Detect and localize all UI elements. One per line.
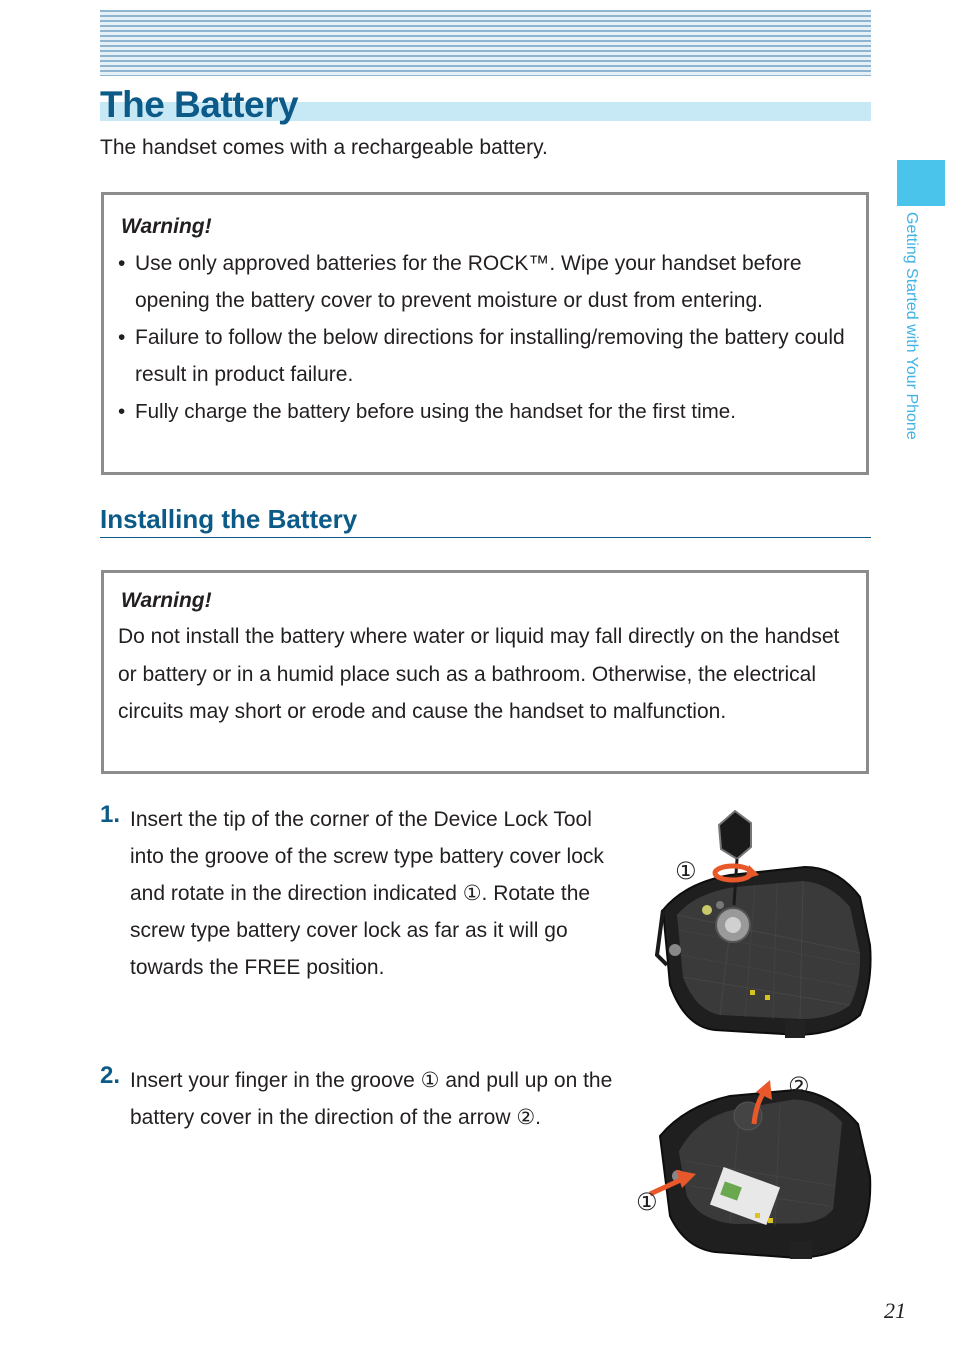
- step-1: [100, 801, 625, 1031]
- step-number: 2.: [100, 1062, 121, 1089]
- section-title: Installing the Battery: [100, 500, 871, 538]
- figure-callout: ①: [675, 857, 697, 885]
- step-2: [100, 1062, 635, 1182]
- warning-bullet: • Failure to follow the below directions for installing/removing the battery could result in product failure.: [118, 319, 852, 393]
- step-text: Insert the tip of the corner of the Device Lock Tool into the groove of the screw type battery cover lock and rotate in the direction indicated ①. Rotate the screw type battery cover lock as far as it will go towards the FREE position.: [130, 808, 604, 979]
- warning-bullet-list: [118, 245, 852, 430]
- warning-box-installation: [101, 570, 869, 774]
- figure-callout: ②: [788, 1072, 810, 1100]
- header-stripes: [100, 10, 871, 76]
- intro-text: The handset comes with a rechargeable battery.: [100, 136, 548, 159]
- warning-text: Do not install the battery where water or liquid may fall directly on the handset or battery or in a humid place such as a bathroom. Otherwise, the electrical circuits may short or erode and cause the handset to malfunction.: [118, 625, 840, 723]
- warning-box-general: [101, 192, 869, 475]
- warning-bullet: • Use only approved batteries for the ROCK™. Wipe your handset before opening the battery cover to prevent moisture or dust from entering.: [118, 245, 852, 319]
- warning-heading: Warning!: [121, 215, 212, 238]
- phone-back-illustration: [657, 867, 871, 1038]
- warning-heading: Warning!: [121, 589, 212, 612]
- step-number: 1.: [100, 801, 121, 828]
- chapter-tab: [897, 160, 945, 206]
- chapter-tab-label: Getting Started with Your Phone: [903, 212, 920, 440]
- illustration-unlock-cover: [655, 805, 875, 1040]
- figure-callout: ①: [636, 1188, 658, 1216]
- step-text: Insert your finger in the groove ① and pull up on the battery cover in the direction of the arrow ②.: [130, 1069, 613, 1129]
- page-number: 21: [884, 1298, 906, 1323]
- page-title: The Battery: [100, 84, 299, 125]
- illustration-remove-cover: [630, 1066, 875, 1263]
- warning-bullet: • Fully charge the battery before using the handset for the first time.: [118, 393, 852, 430]
